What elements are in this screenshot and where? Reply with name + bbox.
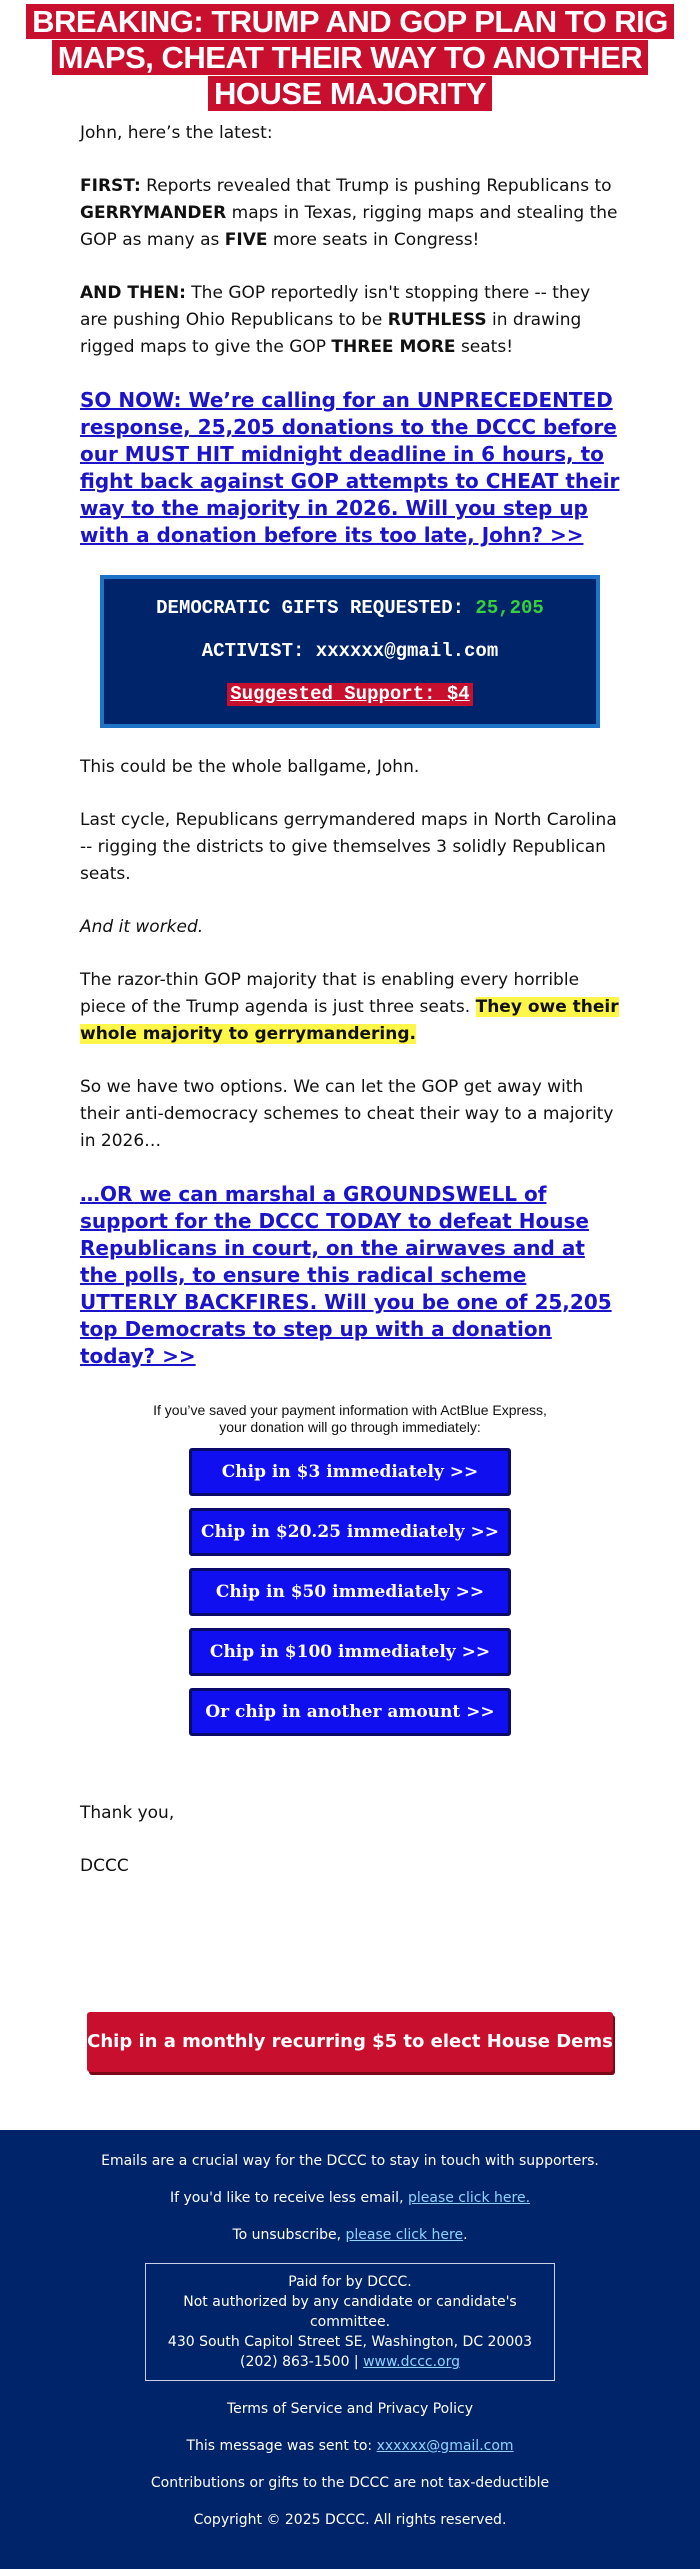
less-email-link[interactable]: please click here. xyxy=(407,2190,531,2206)
then-lead: AND THEN: xyxy=(80,283,186,303)
sent-to-email-link[interactable]: xxxxxx@gmail.com xyxy=(376,2438,514,2454)
terms-privacy[interactable]: Terms of Service and Privacy Policy xyxy=(226,2401,473,2417)
gifts-requested-row xyxy=(104,587,596,630)
paid-line-3: 430 South Capitol Street SE, Washington, DC 20003 xyxy=(167,2334,533,2350)
sent-to-text: This message was sent to: xyxy=(186,2438,377,2454)
paid-line-4 xyxy=(158,2352,542,2372)
headline: BREAKING: TRUMP AND GOP PLAN TO RIG MAPS, CHEAT THEIR WAY TO ANOTHER HOUSE MAJORITY xyxy=(26,4,674,111)
footer-sent-to xyxy=(0,2437,700,2455)
gifts-label: DEMOCRATIC GIFTS REQUESTED: xyxy=(156,597,465,619)
footer-email-note: Emails are a crucial way for the DCCC to stay in touch with supporters. xyxy=(101,2153,599,2169)
email-body xyxy=(0,114,700,549)
first-lead: FIRST: xyxy=(80,176,141,196)
chip-in-3-button[interactable]: Chip in $3 immediately >> xyxy=(189,1448,511,1496)
chip-in-50-button[interactable]: Chip in $50 immediately >> xyxy=(189,1568,511,1616)
gifts-value: 25,205 xyxy=(475,597,544,619)
paid-line-1: Paid for by DCCC. xyxy=(288,2274,412,2290)
then-text-3: seats! xyxy=(455,337,514,357)
chip-in-100-button[interactable]: Chip in $100 immediately >> xyxy=(189,1628,511,1676)
paragraph-ballgame: This could be the whole ballgame, John. xyxy=(80,757,420,777)
paragraph-two-options: So we have two options. We can let the GOP get away with their anti-democracy schemes to cheat their way to a majority in 2026… xyxy=(80,1077,614,1151)
express-note-line-1: If you’ve saved your payment information with ActBlue Express, xyxy=(153,1402,547,1418)
footer-unsubscribe xyxy=(0,2226,700,2244)
unsubscribe-end: . xyxy=(463,2227,468,2243)
express-note-line-2: your donation will go through immediately: xyxy=(219,1419,481,1435)
unsubscribe-link[interactable]: please click here xyxy=(345,2227,464,2243)
first-text-2: maps in Texas, rigging maps and stealing the GOP as many as xyxy=(80,203,618,250)
then-bold-2: THREE MORE xyxy=(331,337,456,357)
activist-email: xxxxxx@gmail.com xyxy=(315,640,499,662)
signoff xyxy=(0,1800,700,1880)
signoff-thanks: Thank you, xyxy=(80,1803,175,1823)
paid-for-box xyxy=(145,2263,555,2381)
paragraph-last-cycle: Last cycle, Republicans gerrymandered maps in North Carolina -- rigging the districts to give themselves 3 solidly Republican seats. xyxy=(80,810,617,884)
paid-phone: (202) 863-1500 | xyxy=(239,2354,364,2370)
razor-text: The razor-thin GOP majority that is enabling every horrible piece of the Trump agenda is just three seats. xyxy=(80,970,580,1017)
then-text-2: in drawing rigged maps to give the GOP xyxy=(80,310,582,357)
footer-less-email xyxy=(0,2189,700,2207)
signoff-name: DCCC xyxy=(80,1856,129,1876)
paid-line-2: Not authorized by any candidate or candidate's committee. xyxy=(183,2294,517,2330)
donate-link-so-now[interactable]: SO NOW: We’re calling for an UNPRECEDENTED response, 25,205 donations to the DCCC before our MUST HIT midnight deadline in 6 hours, to fight back against GOP attempts to CHEAT their way to the majority in 2026. Will you step up with a donation before its too late, John? >> xyxy=(80,388,620,547)
then-bold-1: RUTHLESS xyxy=(387,310,487,330)
suggested-support[interactable]: Suggested Support: $4 xyxy=(227,683,472,706)
activist-label: ACTIVIST: xyxy=(201,640,305,662)
monthly-recurring-button[interactable]: Chip in a monthly recurring $5 to elect House Dems >> xyxy=(87,2012,613,2072)
chip-in-20-button[interactable]: Chip in $20.25 immediately >> xyxy=(189,1508,511,1556)
highlighted-text: They owe their whole majority to gerrymandering. xyxy=(80,997,619,1044)
paragraph-it-worked: And it worked. xyxy=(80,917,204,937)
first-text-1: Reports revealed that Trump is pushing Republicans to xyxy=(140,176,612,196)
activist-row xyxy=(104,630,596,673)
first-bold-2: FIVE xyxy=(224,230,268,250)
donate-link-groundswell[interactable]: …OR we can marshal a GROUNDSWELL of support for the DCCC TODAY to defeat House Republicans in court, on the airwaves and at the polls, to ensure this radical scheme UTTERLY BACKFIRES. Will you be one of 25,205 top Democrats to step up with a donation today? >> xyxy=(80,1182,612,1368)
chip-in-other-button[interactable]: Or chip in another amount >> xyxy=(189,1688,511,1736)
dccc-site-link[interactable]: www.dccc.org xyxy=(363,2354,461,2370)
suggested-row xyxy=(104,673,596,716)
paragraph-and-then xyxy=(80,280,620,361)
express-section xyxy=(0,1402,700,1736)
paragraph-razor-thin xyxy=(80,967,620,1048)
greeting: John, here’s the latest: xyxy=(80,123,273,143)
request-box[interactable] xyxy=(100,575,600,728)
first-text-3: more seats in Congress! xyxy=(267,230,480,250)
then-text-1: The GOP reportedly isn't stopping there -- they are pushing Ohio Republicans to be xyxy=(80,283,591,330)
first-bold-1: GERRYMANDER xyxy=(80,203,227,223)
footer-copyright: Copyright © 2025 DCCC. All rights reserved. xyxy=(193,2512,507,2528)
headline-banner xyxy=(0,0,700,114)
less-email-text: If you'd like to receive less email, xyxy=(169,2190,408,2206)
footer xyxy=(0,2130,700,2569)
email-body-middle xyxy=(0,754,700,1370)
footer-contributions: Contributions or gifts to the DCCC are not tax-deductible xyxy=(150,2475,550,2491)
unsubscribe-text: To unsubscribe, xyxy=(232,2227,346,2243)
paragraph-first xyxy=(80,173,620,254)
